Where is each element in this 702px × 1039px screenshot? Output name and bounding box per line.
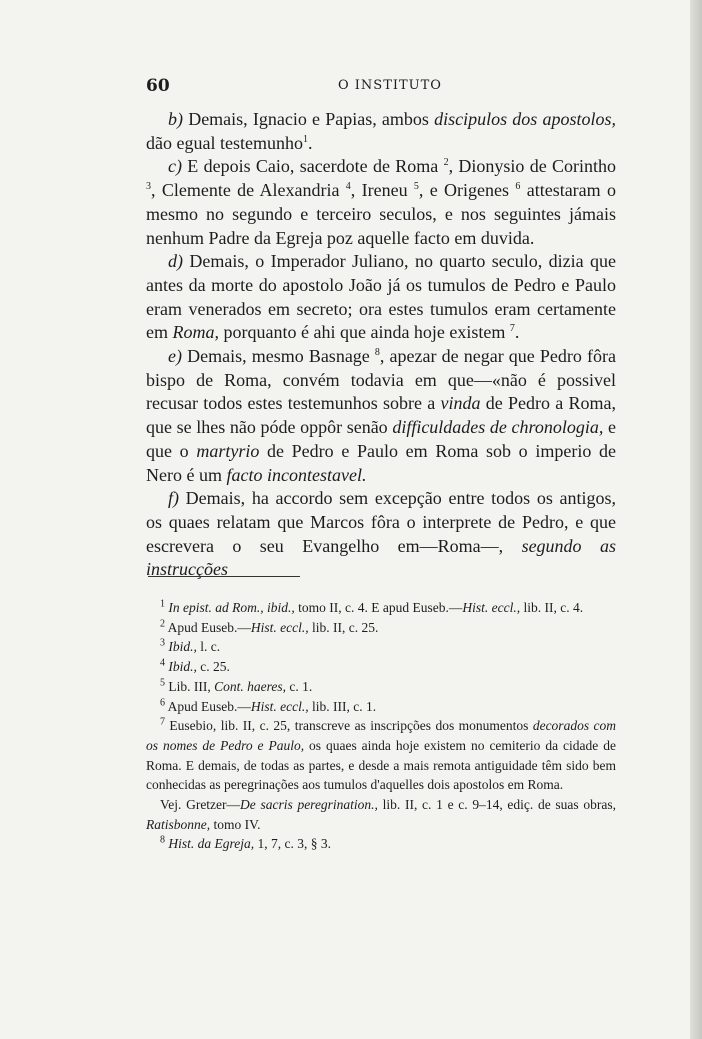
footnote-7: $^7$ Eusebio, lib. II, c. 25, transcreve as inscripções dos monumentos decorados com os nomes de Pedro e Paulo, os quaes ainda hoje existem no cemiterio da cidade de Roma. E demais, de todas as partes, e desde a mais remota antiguidade têm sido bem conhecidas as peregrinações aos tumulos d'aquelles dois apostolos em Roma.: [146, 716, 616, 793]
footnote-gretzer: Vej. Gretzer—De sacris peregrination., lib. II, c. 1 e c. 9–14, ediç. de suas obras, Ratisbonne, tomo IV.: [146, 797, 616, 832]
page-header: [146, 76, 616, 98]
page-number: 60: [146, 76, 170, 96]
footnote-2: $^2$ Apud Euseb.—Hist. eccl., lib. II, c. 25.: [160, 618, 379, 635]
paragraph-c: c) E depois Caio, sacerdote de Roma $^2$, Dionysio de Corintho $^3$, Clemente de Alexandria $^4$, Ireneu $^5$, e Origenes $^6$ attestaram o mesmo no segundo e terceiro seculos, e nos seguintes jámais nenhum Padre da Egreja poz aquelle facto em duvida.: [146, 156, 616, 248]
footnote-6: $^6$ Apud Euseb.—Hist. eccl., lib. III, c. 1.: [160, 697, 377, 714]
footnote-1: $^1$ In epist. ad Rom., ibid., tomo II, c. 4. E apud Euseb.—Hist. eccl., lib. II, c. 4.: [160, 598, 584, 615]
main-text: [146, 108, 616, 582]
paragraph-f: f) Demais, ha accordo sem excepção entre todos os antigos, os quaes relatam que Marcos fôra o interprete de Pedro, e que escrevera o seu Evangelho em—Roma—, segundo as instrucções: [146, 488, 616, 580]
footnote-8: $^8$ Hist. da Egreja, 1, 7, c. 3, § 3.: [160, 834, 331, 852]
footnotes: [146, 598, 616, 854]
paragraph-b: b) Demais, Ignacio e Papias, ambos discipulos dos apostolos, dão egual testemunho$^1$.: [146, 109, 616, 153]
footnote-3: $^3$ Ibid., l. c.: [160, 637, 221, 655]
page-edge-shadow: [690, 0, 702, 1039]
running-title: O INSTITUTO: [338, 78, 442, 93]
footnote-4: $^4$ Ibid., c. 25.: [160, 657, 230, 675]
footnote-5: $^5$ Lib. III, Cont. haeres, c. 1.: [160, 677, 313, 694]
footnote-separator: [148, 576, 300, 577]
paragraph-d: d) Demais, o Imperador Juliano, no quarto seculo, dizia que antes da morte do apostolo João já os tumulos de Pedro e Paulo eram venerados em secreto; ora estes tumulos eram certamente em Roma, porquanto é ahi que ainda hoje existem $^7$.: [146, 251, 616, 343]
paragraph-e: e) Demais, mesmo Basnage $^8$, apezar de negar que Pedro fôra bispo de Roma, convém todavia em que—«não é possivel recusar todos estes testemunhos sobre a vinda de Pedro a Roma, que se lhes não póde oppôr senão difficuldades de chronologia, e que o martyrio de Pedro e Paulo em Roma sob o imperio de Nero é um facto incontestavel.: [146, 346, 616, 485]
